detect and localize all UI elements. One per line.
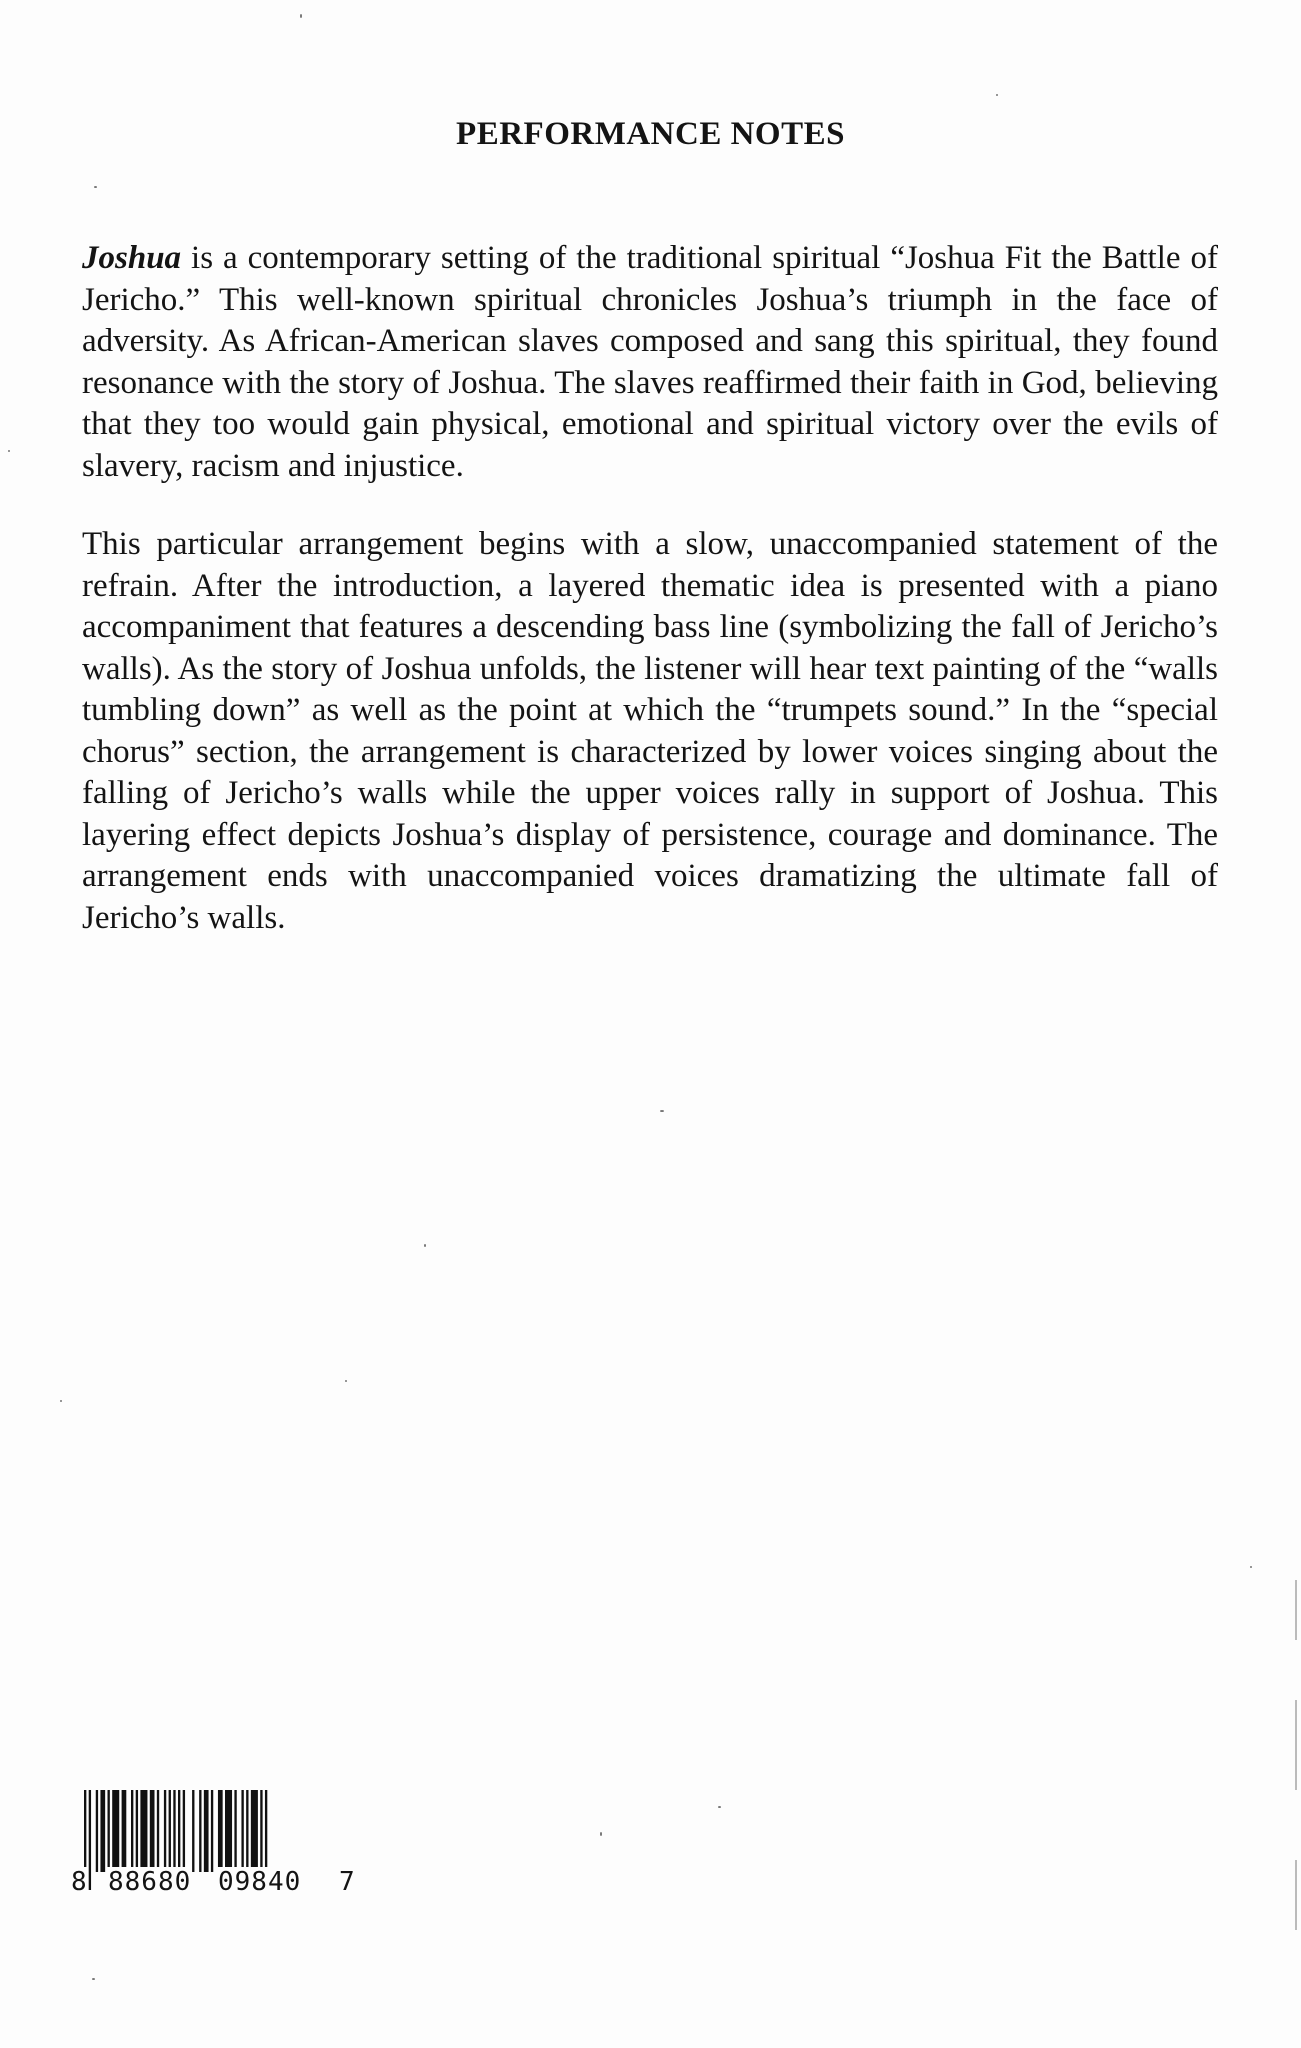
barcode-left-group: 88680	[108, 1867, 192, 1897]
barcode-bar	[100, 1790, 105, 1872]
work-title: Joshua	[82, 240, 182, 276]
barcode-bar	[241, 1790, 243, 1872]
scan-speck	[345, 1380, 347, 1382]
scan-speck	[8, 450, 10, 452]
barcode-bar	[150, 1790, 155, 1872]
scan-edge-mark	[1295, 1580, 1297, 1640]
barcode-bar	[112, 1790, 119, 1872]
barcode-bar	[199, 1790, 201, 1872]
paragraph-intro	[82, 238, 1218, 487]
barcode-bar	[251, 1790, 258, 1872]
barcode-bar	[234, 1790, 236, 1872]
barcode-bar	[157, 1790, 159, 1872]
scan-speck	[660, 1110, 664, 1112]
paragraph-intro-text: is a contemporary setting of the traditional spiritual “Joshua Fit the Battle of Jericho.” This well-known spiritual chronicles Joshua’s triumph in the face of adversity. As African-American slaves composed and sang this spiritual, they found resonance with the story of Joshua. The slaves reaffirmed their faith in God, believing that they too would gain physical, emotional and spiritual victory over the evils of slavery, racism and injustice.	[82, 240, 1218, 484]
barcode-bar	[218, 1790, 223, 1872]
scan-speck	[600, 1832, 602, 1836]
barcode-bar	[225, 1790, 232, 1872]
barcode-lead-digit: 8	[71, 1867, 87, 1897]
barcode-bar	[204, 1790, 209, 1872]
barcode-bar	[164, 1790, 166, 1872]
scan-speck	[718, 1806, 721, 1808]
barcode-bar	[192, 1790, 194, 1872]
barcode-bar	[211, 1790, 213, 1872]
barcode-right-group: 09840	[218, 1867, 302, 1897]
barcode-bar	[260, 1790, 262, 1872]
barcode-bar	[140, 1790, 147, 1872]
scan-speck	[424, 1244, 426, 1247]
barcode-bar	[131, 1790, 133, 1872]
barcode-bar	[108, 1790, 110, 1872]
scan-speck	[94, 186, 97, 188]
page-title: PERFORMANCE NOTES	[456, 116, 845, 152]
barcode-bar	[246, 1790, 248, 1872]
scan-speck	[300, 14, 302, 18]
barcode-digits	[70, 1865, 360, 1905]
scan-speck	[60, 1400, 62, 1402]
scan-speck	[92, 1978, 95, 1980]
scan-edge-mark	[1295, 1700, 1297, 1790]
scan-edge-mark	[1295, 1860, 1297, 1930]
barcode-bar	[96, 1790, 98, 1872]
paragraph-arrangement: This particular arrangement begins with a slow, unaccompanied statement of the refrain. After the introduction, a layered thematic idea is presented with a piano accompaniment that features a descending bass line (symbolizing the fall of Jericho’s walls). As the story of Joshua unfolds, the listener will hear text painting of the “walls tumbling down” as well as the point at which the “trumpets sound.” In the “special chorus” section, the arrangement is characterized by lower voices singing about the falling of Jericho’s walls while the upper voices rally in support of Joshua. This layering effect depicts Joshua’s display of persistence, courage and dominance. The arrangement ends with unaccompanied voices dramatizing the ultimate fall of Jericho’s walls.	[82, 526, 1218, 936]
barcode-bar	[136, 1790, 138, 1872]
barcode-check-digit: 7	[339, 1867, 355, 1897]
barcode-bar	[183, 1790, 185, 1872]
scan-speck	[996, 94, 998, 96]
barcode-bar	[122, 1790, 127, 1872]
scan-speck	[1250, 1566, 1252, 1568]
